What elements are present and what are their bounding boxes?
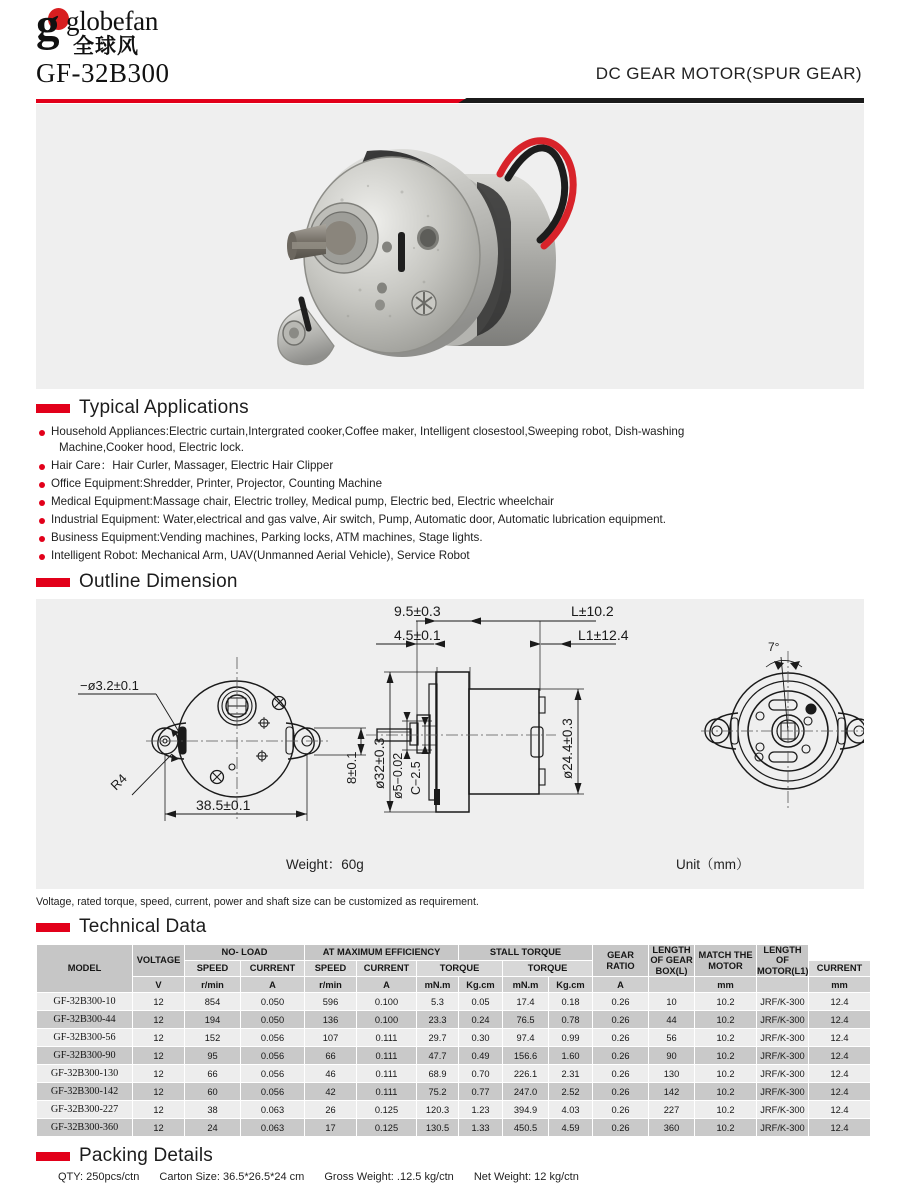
- application-text: Office Equipment:Shredder, Printer, Projector, Counting Machine: [51, 476, 383, 490]
- table-cell: 0.77: [459, 1083, 503, 1101]
- table-cell: 0.26: [593, 1029, 649, 1047]
- table-cell: JRF/K-300: [757, 1083, 809, 1101]
- th-model: MODEL: [37, 945, 133, 993]
- table-cell: 12: [133, 1083, 185, 1101]
- table-cell: 0.99: [549, 1029, 593, 1047]
- svg-text:4.5±0.1: 4.5±0.1: [394, 627, 441, 643]
- side-view-drawing: [366, 603, 629, 812]
- table-cell: 107: [305, 1029, 357, 1047]
- cell-model: GF-32B300-90: [37, 1047, 133, 1065]
- table-cell: 12.4: [809, 1065, 871, 1083]
- th-noload-current: CURRENT: [241, 961, 305, 977]
- application-text: Industrial Equipment: Water,electrical and gas valve, Air switch, Pump, Automatic door, Automatic lubrication equipment.: [51, 512, 666, 526]
- cell-model: GF-32B300-360: [37, 1119, 133, 1137]
- table-cell: 12: [133, 1029, 185, 1047]
- packing-carton-size: Carton Size: 36.5*26.5*24 cm: [159, 1171, 305, 1184]
- th-motor-length: LENGTH OF MOTOR(L1): [757, 945, 809, 976]
- outline-drawings: [36, 599, 864, 849]
- table-cell: 10.2: [695, 1011, 757, 1029]
- th-gear-ratio: GEAR RATIO: [593, 945, 649, 977]
- svg-text:9.5±0.3: 9.5±0.3: [394, 603, 441, 619]
- table-cell: 0.26: [593, 1047, 649, 1065]
- table-cell: 12.4: [809, 1029, 871, 1047]
- table-cell: 227: [649, 1101, 695, 1119]
- table-row: [37, 1119, 871, 1137]
- list-item: [36, 458, 864, 474]
- table-cell: JRF/K-300: [757, 993, 809, 1011]
- application-text: Medical Equipment:Massage chair, Electric trolley, Medical pump, Electric bed, Electric wheelchair: [51, 494, 555, 508]
- application-text: Intelligent Robot: Mechanical Arm, UAV(Unmanned Aerial Vehicle), Service Robot: [51, 548, 470, 562]
- th-max-current: CURRENT: [357, 961, 417, 977]
- packing-title: Packing Details: [79, 1145, 213, 1167]
- packing-details-line: [36, 1171, 864, 1183]
- table-row: [37, 1029, 871, 1047]
- table-cell: 10.2: [695, 1029, 757, 1047]
- table-header-row-1: [37, 945, 871, 961]
- packing-net-weight: Net Weight: 12 kg/ctn: [473, 1171, 579, 1184]
- table-cell: 0.26: [593, 1065, 649, 1083]
- table-cell: 66: [305, 1047, 357, 1065]
- table-cell: JRF/K-300: [757, 1101, 809, 1119]
- table-cell: 12: [133, 1101, 185, 1119]
- company-logo: [36, 0, 186, 58]
- table-cell: 156.6: [503, 1047, 549, 1065]
- section-accent-bar: [36, 1152, 70, 1161]
- section-accent-bar: [36, 578, 70, 587]
- table-cell: 0.78: [549, 1011, 593, 1029]
- front-view-drawing: [78, 657, 366, 821]
- svg-text:L±10.2: L±10.2: [571, 603, 614, 619]
- unit-label: Unit（mm）: [676, 857, 750, 872]
- table-cell: 12: [133, 1065, 185, 1083]
- table-cell: 12: [133, 1119, 185, 1137]
- th-stall-torque-sub: TORQUE: [503, 961, 593, 977]
- table-cell: JRF/K-300: [757, 1047, 809, 1065]
- table-cell: 0.063: [241, 1101, 305, 1119]
- table-cell: 0.26: [593, 1083, 649, 1101]
- section-header-packing: [36, 1142, 864, 1170]
- page-title: GF-32B300: [36, 58, 170, 88]
- table-cell: 0.056: [241, 1083, 305, 1101]
- table-cell: 10.2: [695, 1065, 757, 1083]
- table-cell: 10.2: [695, 1119, 757, 1137]
- unit-max-speed: r/min: [305, 977, 357, 993]
- table-cell: 12.4: [809, 1083, 871, 1101]
- table-cell: 0.111: [357, 1083, 417, 1101]
- list-item: [36, 494, 864, 510]
- table-cell: 0.18: [549, 993, 593, 1011]
- table-cell: 60: [185, 1083, 241, 1101]
- table-cell: 26: [305, 1101, 357, 1119]
- table-cell: 66: [185, 1065, 241, 1083]
- table-cell: 10.2: [695, 1047, 757, 1065]
- svg-text:ø5−0.02: ø5−0.02: [391, 752, 405, 799]
- th-gearbox-length: LENGTH OF GEAR BOX(L): [650, 945, 693, 976]
- table-cell: 1.23: [459, 1101, 503, 1119]
- table-cell: 130: [649, 1065, 695, 1083]
- table-cell: 120.3: [417, 1101, 459, 1119]
- product-photo-panel: [36, 104, 864, 389]
- unit-gearbox-length: mm: [695, 977, 757, 993]
- section-accent-bar: [36, 923, 70, 932]
- table-cell: 226.1: [503, 1065, 549, 1083]
- table-cell: 97.4: [503, 1029, 549, 1047]
- table-row: [37, 1011, 871, 1029]
- table-cell: 12: [133, 1047, 185, 1065]
- table-cell: 0.050: [241, 1011, 305, 1029]
- table-row: [37, 1083, 871, 1101]
- table-cell: JRF/K-300: [757, 1065, 809, 1083]
- title-band: [36, 58, 864, 98]
- table-cell: 0.49: [459, 1047, 503, 1065]
- unit-stall-current: A: [593, 977, 649, 993]
- table-cell: 75.2: [417, 1083, 459, 1101]
- table-cell: 0.111: [357, 1029, 417, 1047]
- unit-max-torque-mnm: mN.m: [417, 977, 459, 993]
- table-cell: 10.2: [695, 1083, 757, 1101]
- svg-text:R4: R4: [107, 770, 130, 794]
- unit-match-motor: [757, 977, 809, 993]
- list-item: [36, 530, 864, 546]
- table-cell: 247.0: [503, 1083, 549, 1101]
- table-cell: 450.5: [503, 1119, 549, 1137]
- table-cell: 152: [185, 1029, 241, 1047]
- table-cell: 142: [649, 1083, 695, 1101]
- table-cell: 0.050: [241, 993, 305, 1011]
- table-cell: 5.3: [417, 993, 459, 1011]
- table-cell: 46: [305, 1065, 357, 1083]
- table-cell: 0.100: [357, 993, 417, 1011]
- table-cell: 0.100: [357, 1011, 417, 1029]
- unit-stall-torque-mnm: mN.m: [503, 977, 549, 993]
- applications-title: Typical Applications: [79, 397, 249, 418]
- svg-text:8±0.1: 8±0.1: [344, 751, 359, 784]
- cell-model: GF-32B300-142: [37, 1083, 133, 1101]
- table-cell: 2.52: [549, 1083, 593, 1101]
- cell-model: GF-32B300-227: [37, 1101, 133, 1119]
- table-cell: 0.056: [241, 1029, 305, 1047]
- svg-text:38.5±0.1: 38.5±0.1: [196, 797, 251, 813]
- table-cell: 76.5: [503, 1011, 549, 1029]
- th-max-torque: TORQUE: [417, 961, 503, 977]
- table-cell: 2.31: [549, 1065, 593, 1083]
- table-cell: 0.26: [593, 993, 649, 1011]
- outline-title: Outline Dimension: [79, 571, 238, 592]
- table-row: [37, 1047, 871, 1065]
- document-type-label: DC GEAR MOTOR(SPUR GEAR): [595, 64, 862, 83]
- table-cell: 95: [185, 1047, 241, 1065]
- table-cell: 0.125: [357, 1119, 417, 1137]
- th-noload-speed: SPEED: [185, 961, 241, 977]
- list-item: [36, 512, 864, 528]
- th-stall-torque: STALL TORQUE: [459, 945, 593, 961]
- list-item: [36, 548, 864, 564]
- table-cell: 4.03: [549, 1101, 593, 1119]
- outline-drawing-panel: [36, 599, 864, 889]
- cell-model: GF-32B300-44: [37, 1011, 133, 1029]
- table-cell: 42: [305, 1083, 357, 1101]
- table-cell: 0.26: [593, 1011, 649, 1029]
- svg-text:ø24.4±0.3: ø24.4±0.3: [560, 718, 575, 779]
- application-text: Household Appliances:Electric curtain,Intergrated cooker,Coffee maker, Intelligent closestool,Sweeping robot, Dish-washing: [51, 425, 685, 438]
- svg-text:7°: 7°: [768, 640, 780, 654]
- table-cell: 56: [649, 1029, 695, 1047]
- table-cell: 0.70: [459, 1065, 503, 1083]
- th-stall-current: CURRENT: [809, 961, 871, 977]
- table-cell: 10.2: [695, 1101, 757, 1119]
- table-cell: JRF/K-300: [757, 1119, 809, 1137]
- section-header-applications: [36, 394, 864, 422]
- applications-list: [36, 424, 864, 563]
- technical-data-table: [36, 944, 871, 1137]
- brand-header: [36, 0, 864, 58]
- list-item: [36, 476, 864, 492]
- table-cell: 0.26: [593, 1119, 649, 1137]
- application-text: Business Equipment:Vending machines, Parking locks, ATM machines, Stage lights.: [51, 530, 483, 544]
- table-cell: 0.063: [241, 1119, 305, 1137]
- unit-stall-torque-kgcm: Kg.cm: [549, 977, 593, 993]
- unit-gear-ratio: [649, 977, 695, 993]
- table-cell: 44: [649, 1011, 695, 1029]
- unit-noload-current: A: [241, 977, 305, 993]
- table-cell: 854: [185, 993, 241, 1011]
- list-item: [36, 424, 864, 455]
- table-cell: 12.4: [809, 1047, 871, 1065]
- technical-title: Technical Data: [79, 916, 207, 937]
- table-cell: 10: [649, 993, 695, 1011]
- table-cell: 17: [305, 1119, 357, 1137]
- table-cell: 0.111: [357, 1047, 417, 1065]
- table-cell: 68.9: [417, 1065, 459, 1083]
- th-max-efficiency: AT MAXIMUM EFFICIENCY: [305, 945, 459, 961]
- section-header-outline: [36, 568, 864, 596]
- table-body: [37, 993, 871, 1137]
- unit-motor-length: mm: [809, 977, 871, 993]
- cell-model: GF-32B300-56: [37, 1029, 133, 1047]
- table-cell: 0.056: [241, 1047, 305, 1065]
- application-text: Hair Care：Hair Curler, Massager, Electric Hair Clipper: [51, 458, 334, 472]
- table-cell: 136: [305, 1011, 357, 1029]
- svg-text:L1±12.4: L1±12.4: [578, 627, 629, 643]
- title-divider-dark: [450, 98, 864, 103]
- table-cell: 596: [305, 993, 357, 1011]
- unit-noload-speed: r/min: [185, 977, 241, 993]
- table-cell: 17.4: [503, 993, 549, 1011]
- table-row: [37, 1065, 871, 1083]
- table-cell: 12: [133, 993, 185, 1011]
- table-cell: 12.4: [809, 1101, 871, 1119]
- table-cell: 0.125: [357, 1101, 417, 1119]
- th-match-motor: MATCH THE MOTOR: [695, 945, 757, 977]
- table-cell: 24: [185, 1119, 241, 1137]
- table-cell: 38: [185, 1101, 241, 1119]
- cell-model: GF-32B300-10: [37, 993, 133, 1011]
- table-cell: 1.33: [459, 1119, 503, 1137]
- table-cell: 23.3: [417, 1011, 459, 1029]
- table-cell: 12.4: [809, 993, 871, 1011]
- svg-text:−ø3.2±0.1: −ø3.2±0.1: [80, 678, 139, 693]
- table-row: [37, 993, 871, 1011]
- svg-text:ø32±0.3: ø32±0.3: [371, 737, 387, 789]
- motor-product-image: [272, 120, 602, 375]
- table-units-row: [37, 977, 871, 993]
- customization-note: Voltage, rated torque, speed, current, power and shaft size can be customized as requirement.: [36, 896, 479, 908]
- table-cell: 10.2: [695, 993, 757, 1011]
- table-cell: 4.59: [549, 1119, 593, 1137]
- packing-qty: QTY: 250pcs/ctn: [58, 1171, 140, 1184]
- table-cell: JRF/K-300: [757, 1011, 809, 1029]
- table-cell: 0.24: [459, 1011, 503, 1029]
- table-cell: 29.7: [417, 1029, 459, 1047]
- table-cell: 360: [649, 1119, 695, 1137]
- svg-text:C−2.5: C−2.5: [409, 761, 423, 795]
- logo-chinese-name: 全球风: [73, 34, 139, 58]
- weight-label: Weight：60g: [286, 857, 364, 872]
- logo-g-letter: g: [36, 0, 60, 51]
- logo-wordmark: globefan: [66, 6, 159, 36]
- table-cell: 0.111: [357, 1065, 417, 1083]
- unit-voltage: V: [133, 977, 185, 993]
- table-cell: 0.05: [459, 993, 503, 1011]
- packing-gross-weight: Gross Weight: .12.5 kg/ctn: [324, 1171, 454, 1184]
- table-cell: 12.4: [809, 1011, 871, 1029]
- table-cell: 12: [133, 1011, 185, 1029]
- th-voltage: VOLTAGE: [133, 945, 185, 977]
- table-cell: 394.9: [503, 1101, 549, 1119]
- title-divider-red: [36, 99, 467, 103]
- unit-max-current: A: [357, 977, 417, 993]
- table-cell: 194: [185, 1011, 241, 1029]
- section-header-technical: [36, 913, 864, 941]
- th-max-speed: SPEED: [305, 961, 357, 977]
- section-accent-bar: [36, 404, 70, 413]
- unit-max-torque-kgcm: Kg.cm: [459, 977, 503, 993]
- table-cell: 12.4: [809, 1119, 871, 1137]
- table-cell: 1.60: [549, 1047, 593, 1065]
- table-cell: JRF/K-300: [757, 1029, 809, 1047]
- rear-view-drawing: [701, 640, 864, 811]
- table-cell: 0.30: [459, 1029, 503, 1047]
- application-text-cont: Machine,Cooker hood, Electric lock.: [59, 440, 244, 454]
- table-cell: 0.26: [593, 1101, 649, 1119]
- table-cell: 47.7: [417, 1047, 459, 1065]
- table-cell: 90: [649, 1047, 695, 1065]
- th-noload: NO- LOAD: [185, 945, 305, 961]
- table-row: [37, 1101, 871, 1119]
- table-cell: 0.056: [241, 1065, 305, 1083]
- cell-model: GF-32B300-130: [37, 1065, 133, 1083]
- table-cell: 130.5: [417, 1119, 459, 1137]
